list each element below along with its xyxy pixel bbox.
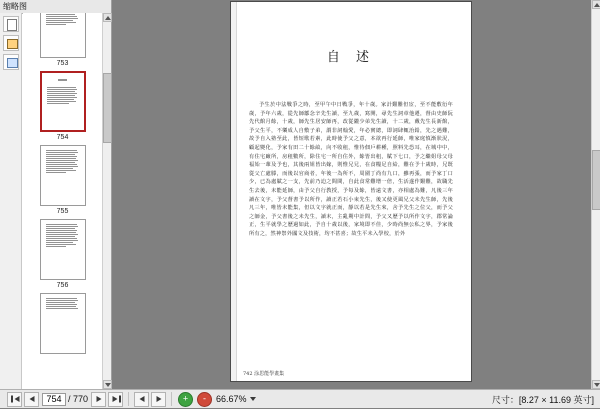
last-page-arrow-icon: [113, 396, 118, 402]
list-item[interactable]: [23, 71, 102, 142]
thumbnail-text-lines: [46, 150, 80, 201]
thumbnail-page-number: 756: [56, 282, 69, 289]
forward-button[interactable]: [151, 392, 166, 407]
document-canvas[interactable]: [113, 0, 600, 389]
document-scrollbar[interactable]: [591, 0, 600, 389]
history-navigation-group: [133, 390, 167, 409]
thumbnail-list[interactable]: [23, 13, 102, 389]
previous-page-button[interactable]: [24, 392, 39, 407]
status-bar: [0, 389, 600, 408]
list-item[interactable]: [23, 145, 102, 216]
thumbnail-page-number: 754: [56, 134, 69, 141]
zoom-level-value[interactable]: 66.67%: [216, 394, 247, 404]
zoom-out-label: -: [203, 393, 207, 404]
body-paragraph: 予生於中法戰爭之時，至甲午中日戰爭，年十歲。家計艱難但宦，至不能敷衍年歲，予年六歲，從先師鄒念辛先生讀，至九歲，寫開，尋先生詞章他遷，督由史師阮先代館月餘，十歲，師先生居安師再，改從隴少弟先生讀，十二歲，戴先生長新館，予父生平，不樂成人自敷子弟，謂非詞翰愛，年必實總，即詞肆輒治鉛，先之遇難，故予自入塾至此，皆短歌若素，此時使予父之意，本欲再行延師，唯家庭慎渐狀況，顧起變化，予家有田二十餘畝，向不收租，惟待佃戶耕種，照料先恐耳，在城中中，有住宅廠所，房租數所，除住宅一所自住外，餘皆出租，賦下七口，予之繼姐母父母福始一輩及予也，其後兩姐皆出嫁，則惟兄兄，在食糧足自給，難在予十歲時，兄既從父亡處滕，而後以官商者，年後一為所不，周圍丁尚有九口，雖再張，而予家丁口少，已為處賦之一支，先前乃迫之間間，自此食常難增一倍，生活遂作艱難，故職先生去後，未能延師，由予父自行教授，予每及餘，皆遠文書，亦相處為難，凡後三年讀在文字，予父督書予以所作，讀正若石小束先生，後又使更風兄父未先生師，先後凡三年，唯皆未能集，但以文字就正而，靜以若是先生來，舍予先生之位父，而予父之師金，予父書後之未先生，讀末，主亂期中計問，予父又歷予以所作文字，郡常論正，生平就學之歷過如此，予自十歲以後，家境即不佳，少時尚無公私之界，予家後所有之，然神祭外國文及技術，均不甚喜；故生平未入學校，於外: [249, 102, 453, 237]
page-number-input[interactable]: [42, 393, 66, 406]
next-page-arrow-icon: [96, 396, 101, 402]
thumbnail-page[interactable]: [40, 219, 86, 280]
previous-page-arrow-icon: [29, 396, 34, 402]
list-item[interactable]: [23, 219, 102, 290]
page-footer: 742 涂思能學畫集: [243, 371, 285, 377]
last-page-button[interactable]: [108, 392, 123, 407]
zoom-in-label: +: [182, 393, 189, 404]
first-page-arrow-icon: [15, 396, 20, 402]
status-separator: [128, 392, 129, 406]
thumbnail-text-lines: [46, 298, 80, 349]
page-navigation-group: [6, 390, 124, 409]
back-arrow-icon: [139, 396, 144, 402]
back-button[interactable]: [134, 392, 149, 407]
page-content: [249, 14, 453, 365]
thumbnail-page[interactable]: [40, 145, 86, 206]
thumbnail-page-number: 755: [56, 208, 69, 215]
list-item[interactable]: [23, 293, 102, 354]
page-total-label: / 770: [68, 394, 89, 404]
thumbnail-text-lines: [47, 79, 79, 128]
document-page[interactable]: [231, 2, 471, 381]
last-page-bar-icon: [119, 396, 121, 403]
thumbnail-page-number: 753: [56, 60, 69, 67]
page-thumbnails-tool-icon[interactable]: [3, 16, 19, 32]
thumbnail-page[interactable]: [40, 293, 86, 354]
zoom-in-button[interactable]: [178, 392, 193, 407]
bookmarks-tool-icon[interactable]: [3, 35, 19, 51]
first-page-bar-icon: [11, 396, 13, 403]
tags-tool-icon[interactable]: [3, 54, 19, 70]
status-separator-2: [171, 392, 172, 406]
next-page-button[interactable]: [91, 392, 106, 407]
list-item[interactable]: [23, 13, 102, 68]
page-body-text: [249, 101, 453, 239]
chevron-down-icon[interactable]: [250, 397, 256, 401]
sidebar-scrollbar-thumb[interactable]: [103, 73, 112, 143]
doc-scroll-down-arrow-icon[interactable]: [592, 380, 600, 389]
document-scrollbar-thumb[interactable]: [592, 150, 600, 210]
thumbnail-text-lines: [46, 224, 80, 275]
sidebar-scrollbar[interactable]: [102, 13, 111, 389]
sidebar-header-title: 缩略图: [0, 0, 111, 14]
forward-arrow-icon: [156, 396, 161, 402]
thumbnail-page[interactable]: [40, 13, 86, 58]
sidebar-tool-column: [0, 13, 22, 389]
scroll-up-arrow-icon[interactable]: [103, 13, 112, 22]
scroll-down-arrow-icon[interactable]: [103, 380, 112, 389]
first-page-button[interactable]: [7, 392, 22, 407]
thumbnail-page[interactable]: [40, 71, 86, 132]
thumbnail-text-lines: [46, 13, 80, 53]
page-size-info: 尺寸：[8.27 × 11.69 英寸]: [491, 394, 594, 405]
zoom-group: [176, 390, 260, 409]
zoom-out-button[interactable]: [197, 392, 212, 407]
doc-scroll-up-arrow-icon[interactable]: [592, 0, 600, 9]
page-title: 自 述: [326, 50, 376, 65]
sidebar-panel: [0, 0, 112, 389]
page-gutter: [231, 2, 237, 381]
